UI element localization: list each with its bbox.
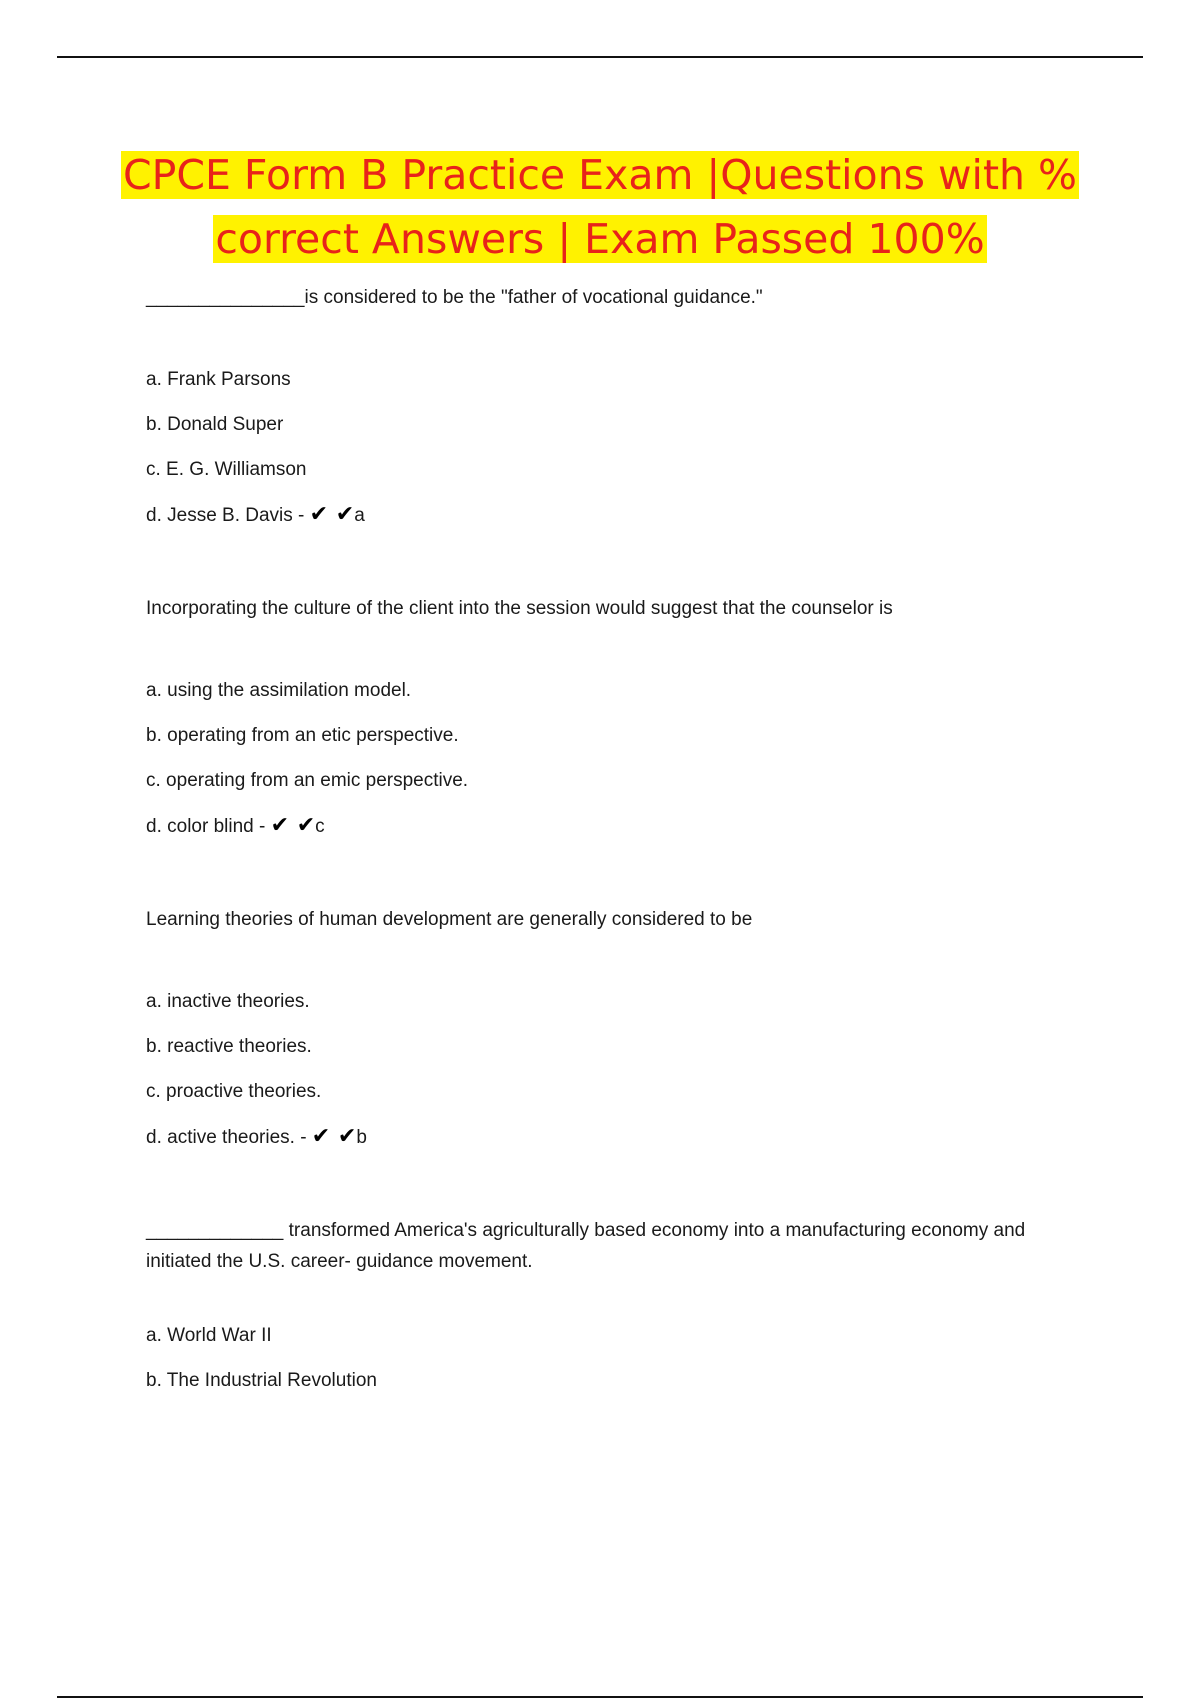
option-c: c. proactive theories. xyxy=(146,1081,322,1102)
option-a: a. World War II xyxy=(146,1325,272,1346)
question-block-4 xyxy=(146,1215,1086,1413)
option-a: a. inactive theories. xyxy=(146,991,310,1012)
option-b: b. The Industrial Revolution xyxy=(146,1370,377,1391)
option-b: b. Donald Super xyxy=(146,414,284,435)
question-block-3 xyxy=(146,904,1086,1169)
top-rule xyxy=(57,56,1143,58)
checkmark-icon: ✔ ✔ xyxy=(309,502,355,527)
option-c: c. E. G. Williamson xyxy=(146,459,307,480)
option-c: c. operating from an emic perspective. xyxy=(146,770,469,791)
checkmark-icon: ✔ ✔ xyxy=(311,1124,357,1149)
option-a: a. using the assimilation model. xyxy=(146,680,412,701)
question-stem: _____________ transformed America's agriculturally based economy into a manufacturing economy and initiated the U.S. career- guidance movement. xyxy=(146,1220,1026,1272)
document-body xyxy=(146,282,1086,1459)
bottom-rule xyxy=(57,1696,1143,1698)
option-d: d. active theories. - xyxy=(146,1127,312,1148)
answer-key: c xyxy=(315,816,325,837)
answer-key: b xyxy=(356,1127,367,1148)
option-list xyxy=(146,989,1086,1169)
title-line-1: CPCE Form B Practice Exam |Questions with % xyxy=(122,151,1077,199)
question-block-1 xyxy=(146,282,1086,547)
option-list xyxy=(146,367,1086,547)
checkmark-icon: ✔ ✔ xyxy=(270,813,316,838)
option-d-with-answer xyxy=(146,813,1086,858)
option-list xyxy=(146,678,1086,858)
question-stem: Learning theories of human development are generally considered to be xyxy=(146,909,753,930)
option-d-with-answer xyxy=(146,1124,1086,1169)
option-b: b. operating from an etic perspective. xyxy=(146,725,459,746)
question-block-2 xyxy=(146,593,1086,858)
question-stem: Incorporating the culture of the client into the session would suggest that the counselor is xyxy=(146,598,893,619)
answer-key: a xyxy=(354,505,365,526)
title-line-2: correct Answers | Exam Passed 100% xyxy=(215,215,985,263)
option-d: d. Jesse B. Davis - xyxy=(146,505,310,526)
option-a: a. Frank Parsons xyxy=(146,369,291,390)
option-b: b. reactive theories. xyxy=(146,1036,312,1057)
option-d-with-answer xyxy=(146,502,1086,547)
document-title xyxy=(0,143,1200,271)
option-list xyxy=(146,1323,1086,1413)
question-stem: _______________is considered to be the "father of vocational guidance." xyxy=(146,287,763,308)
option-d: d. color blind - xyxy=(146,816,271,837)
